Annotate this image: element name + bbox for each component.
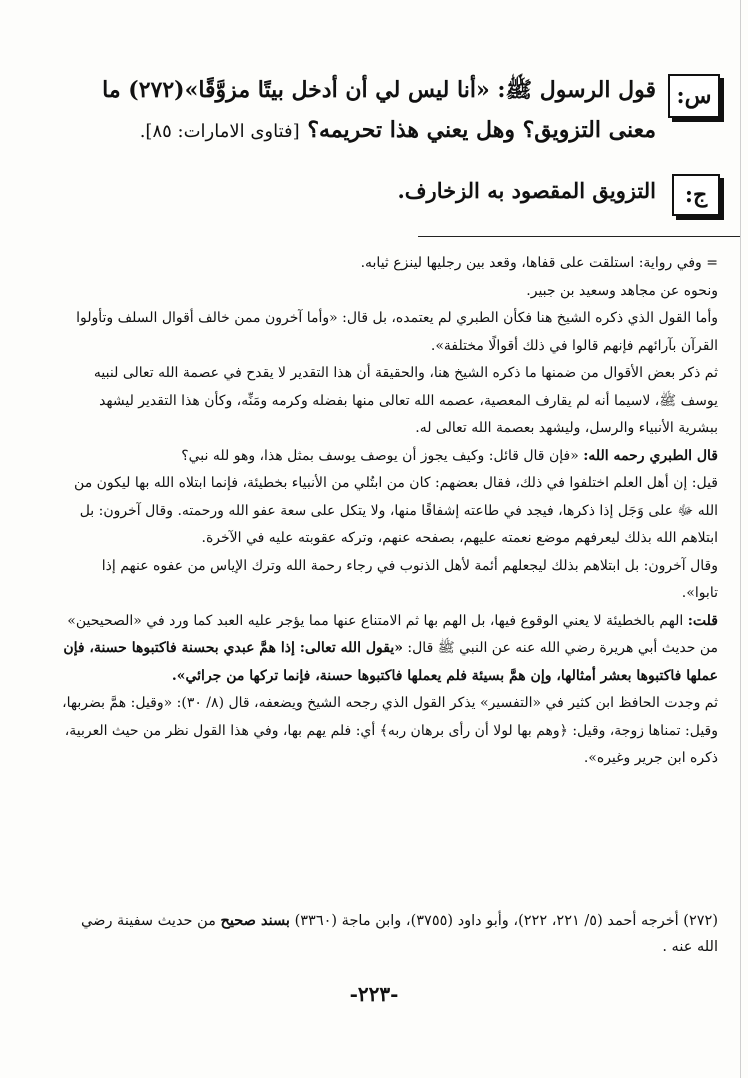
note-paragraph: وأما القول الذي ذكره الشيخ هنا فكأن الطبري لم يعتمده، بل قال: «وأما آخرون ممن خالف أقوال السلف وتأولوا القرآن بآرائهم فإنهم قالوا في ذلك أقوالًا مختلفة». [76, 310, 718, 354]
answer-badge: ج: [672, 174, 720, 216]
footnote-272 [62, 908, 718, 960]
footnote-grade: بسند صحيح [220, 912, 290, 929]
tabari-quote: «فإن قال قائل: وكيف يجوز أن يوصف يوسف بمثل هذا، وهو لله نبي؟ [181, 447, 579, 464]
note-paragraph: ونحوه عن مجاهد وسعيد بن جبير. [526, 282, 718, 299]
note-paragraph: وقال آخرون: بل ابتلاهم بذلك ليجعلهم أئمة لأهل الذنوب في رجاء رحمة الله وترك الإياس من عفوه عنهم إذا تابوا». [101, 557, 718, 601]
footnote-continuation [62, 250, 718, 773]
question-block [60, 70, 720, 158]
tabari-lead: قال الطبري رحمه الله: [583, 447, 718, 464]
question-body: قول الرسول ﷺ: «أنا ليس لي أن أدخل بيتًا مزوَّقًا»(٢٧٢) ما معنى التزويق؟ وهل يعني هذا تحريمه؟ [102, 77, 656, 143]
footnote-text [62, 908, 718, 960]
footnote-source: (٢٧٢) أخرجه أحمد (٥/ ٢٢١، ٢٢٢)، وأبو داود (٣٧٥٥)، وابن ماجة (٣٣٦٠) [294, 913, 718, 929]
answer-text: التزويق المقصود به الزخارف. [397, 178, 656, 203]
question-text [60, 70, 656, 152]
page-edge-line [740, 0, 741, 1078]
note-paragraph [62, 608, 718, 691]
note-paragraph: = وفي رواية: استلقت على قفاها، وقعد بين رجليها لينزع ثيابه. [360, 255, 718, 271]
hadith-quote: «يقول الله تعالى: إذا همَّ عبدي بحسنة فاكتبوها حسنة، فإن عملها فاكتبوها بعشر أمثالها، وإن همَّ بسيئة فلم يعملها فاكتبوها حسنة، فإنما تركها من جرائي». [63, 640, 718, 684]
note-paragraph: ثم ذكر بعض الأقوال من ضمنها ما ذكره الشيخ هنا، والحقيقة أن هذا التقدير لا يقدح في عصمة الله تعالى لنبيه يوسف ﷺ، لاسيما أنه لم يقارف المعصية، عصمه الله تعالى منها بفضله وكرمه ومَنِّه، وكأن هذا التقدير ليشهد ببشرية الأنبياء والرسل، وليشهد بعصمة الله تعالى له. [93, 365, 718, 436]
question-reference: [فتاوى الامارات: ٨٥]. [139, 121, 300, 142]
author-comment-lead: قلت: [687, 612, 718, 629]
answer-block [60, 172, 720, 222]
note-paragraph [62, 443, 718, 471]
note-paragraph: ثم وجدت الحافظ ابن كثير في «التفسير» يذكر القول الذي رجحه الشيخ ويضعفه، قال (٨/ ٣٠): «وقيل: همَّ بضربها، وقيل: تمناها زوجة، وقيل: ﴿وهم بها لولا أن رأى برهان ربه﴾ أي: فلم يهم بها، وفي هذا القول نظر من حيث العربية، ذكره ابن جرير وغيره». [62, 695, 718, 766]
footnote-narrator: من حديث سفينة رضي الله عنه . [81, 913, 718, 955]
note-paragraph: قيل: إن أهل العلم اختلفوا في ذلك، فقال بعضهم: كان من ابتُلي من الأنبياء بخطيئة، فإنما ابتلاه الله بها ليكون من الله ﷻ على وَجَل إذا ذكرها، فيجد في طاعته إشفاقًا منها، ولا يتكل على سعة عفو الله ورحمته. وقال آخرون: بل ابتلاهم الله بذلك ليعرفهم موضع نعمته عليهم، بصفحه عنهم، وتركه عقوبته عليه في الآخرة. [74, 475, 718, 546]
question-badge: س: [668, 74, 720, 118]
footnote-separator [418, 236, 740, 237]
page-number: -٢٢٣- [349, 982, 399, 1006]
author-comment: الهم بالخطيئة لا يعني الوقوع فيها، بل الهم بها ثم الامتناع عنها مما يؤجر عليه العبد كما ورد في «الصحيحين» من حديث أبي هريرة رضي الله عنه عن النبي ﷺ قال: [67, 612, 718, 656]
